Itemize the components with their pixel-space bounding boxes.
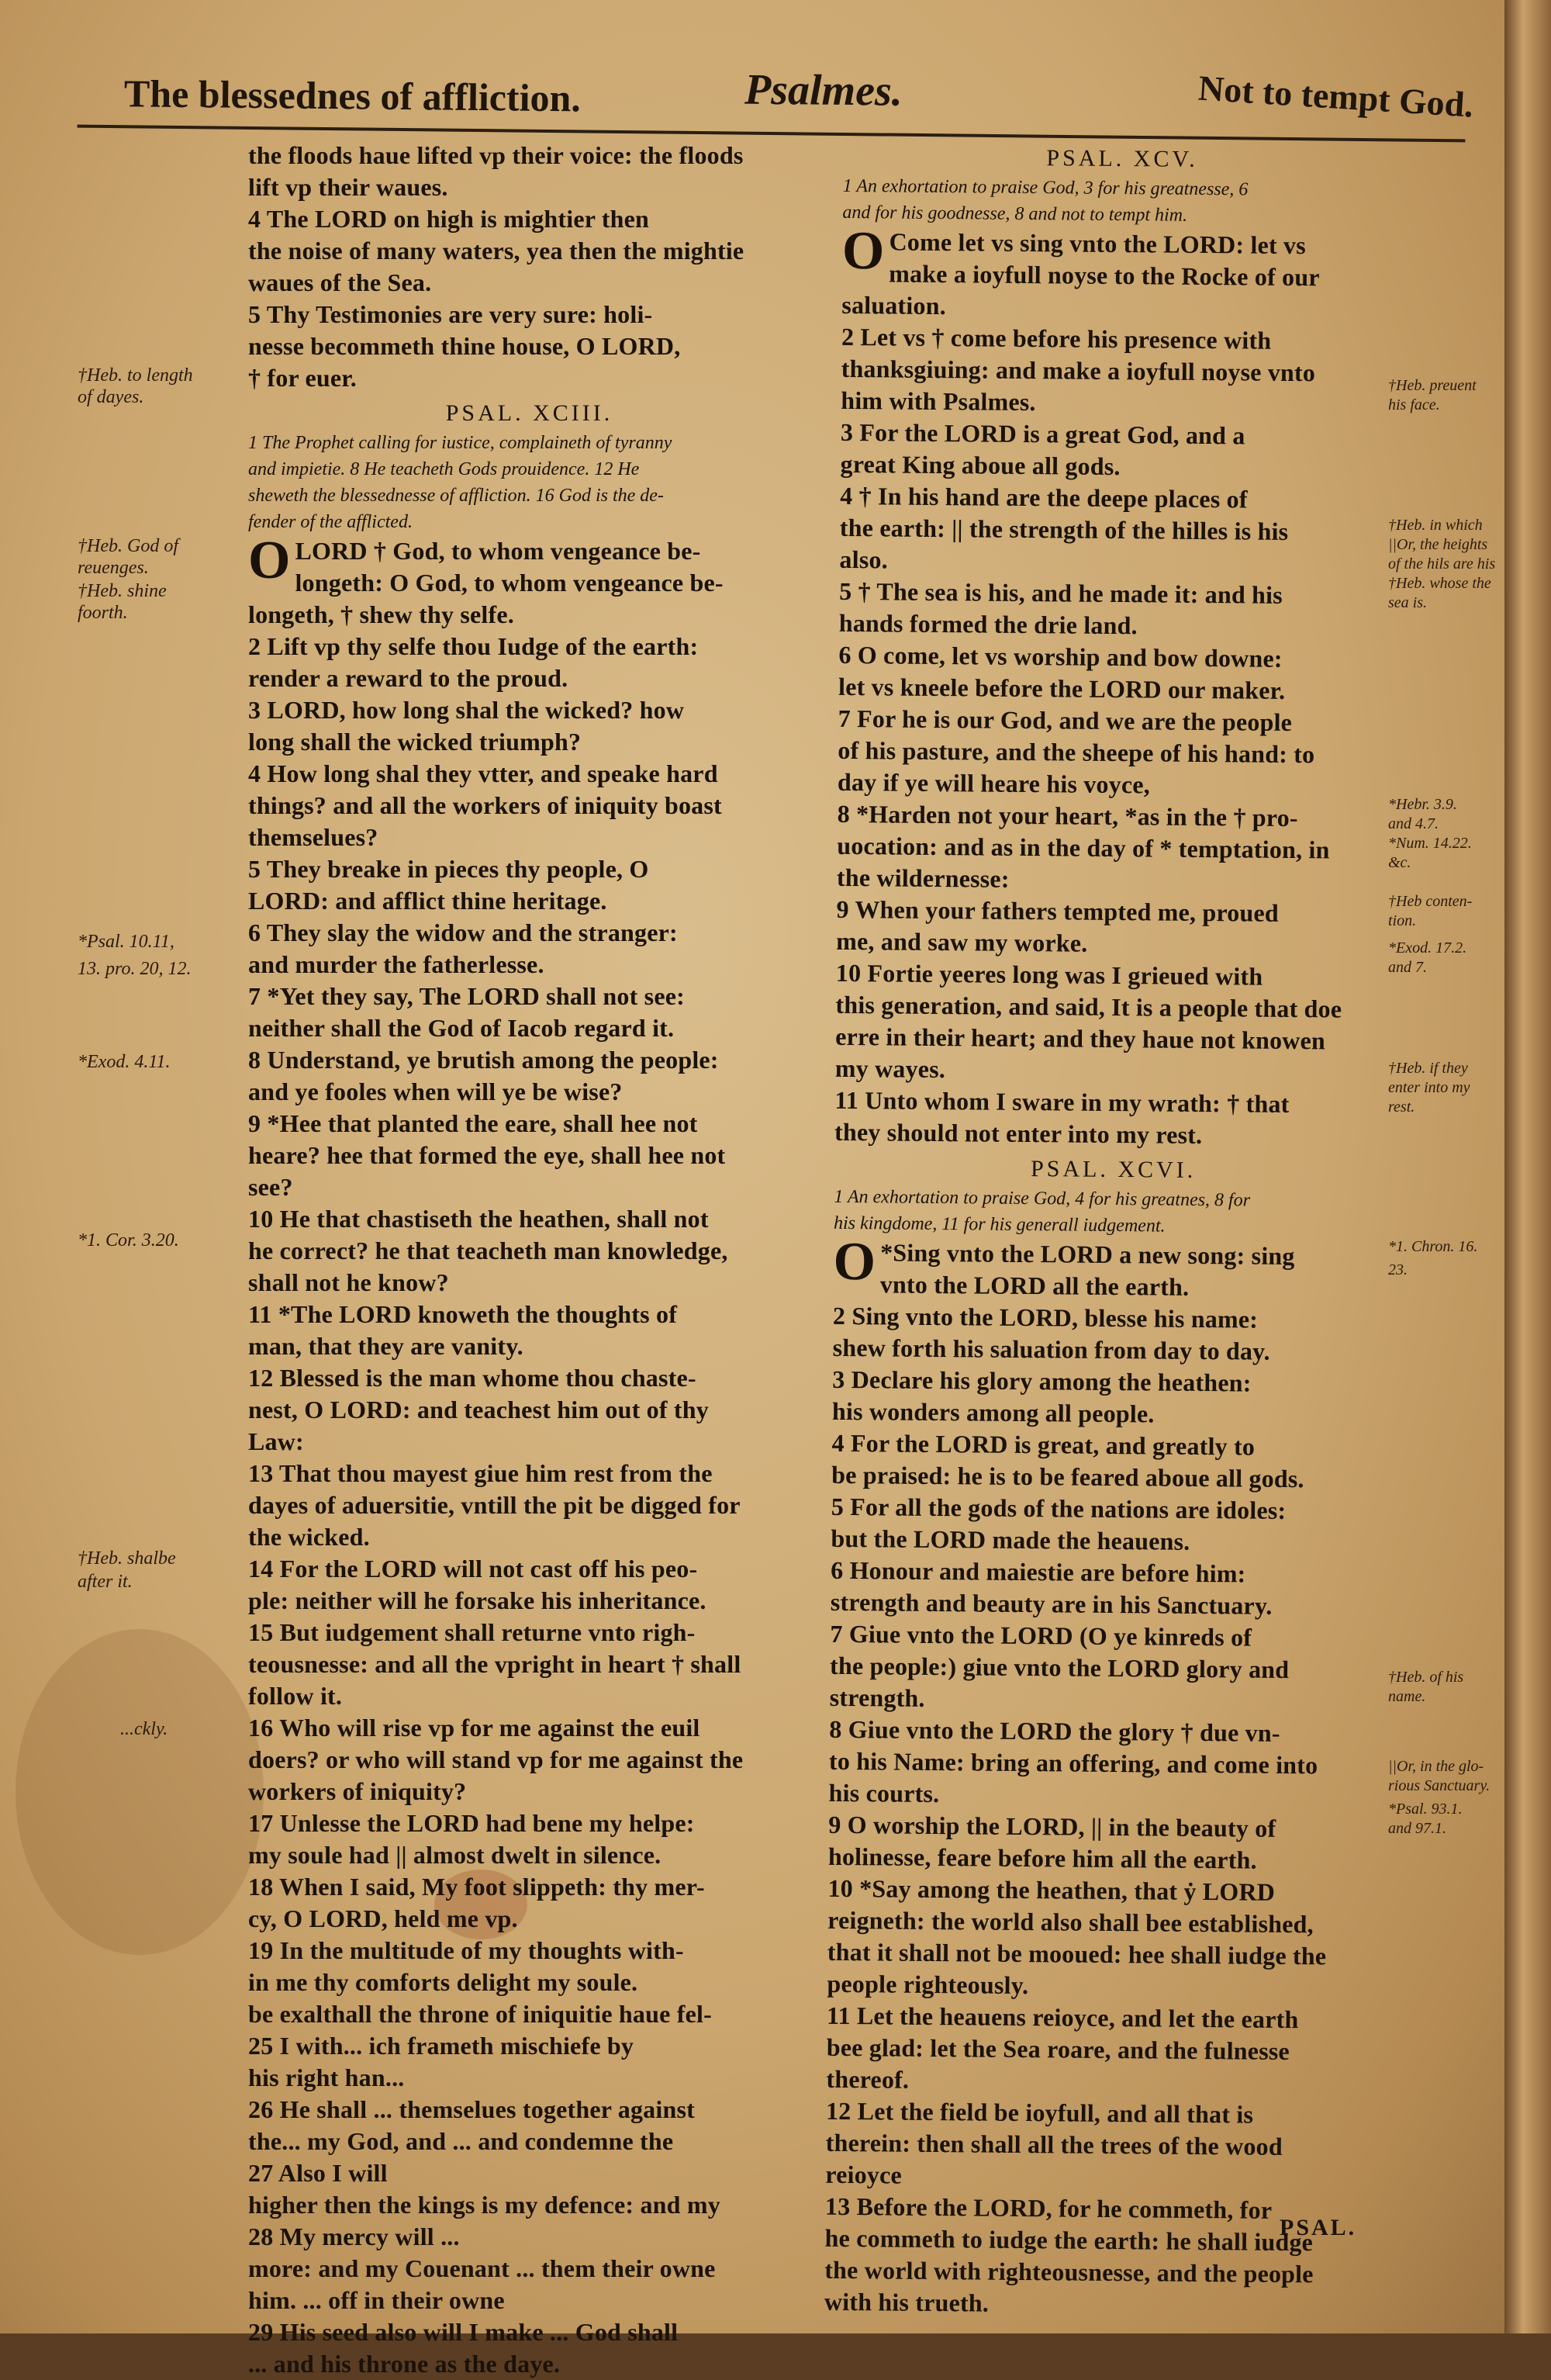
verse-line: the people:) giue vnto the LORD glory and [829,1651,1290,1684]
verse-line: shall not he know? [248,1268,449,1296]
margin-note: his face. [1388,396,1440,413]
verse-line: 10 He that chastiseth the heathen, shall not [248,1205,709,1233]
text-line: waues of the Sea. [248,268,432,296]
margin-note: foorth. [78,603,128,623]
verse-line: 12 Blessed is the man whome thou chaste- [248,1364,696,1392]
margin-note: †Heb conten- [1388,893,1473,910]
verse-line: 8 *Harden not your heart, *as in the † pro- [837,799,1298,832]
verse-line: 7 *Yet they say, The LORD shall not see: [248,982,685,1010]
verse-line: 5 † The sea is his, and he made it: and his [839,576,1283,609]
verse-line: *Sing vnto the LORD a new song: sing [880,1238,1295,1271]
verse-line: the wicked. [248,1523,370,1551]
verse-line: my soule had || almost dwelt in silence. [248,1841,662,1869]
verse-line: 11 Let the heauens reioyce, and let the earth [826,2001,1299,2034]
verse-line: cy, O LORD, held me vp. [248,1904,518,1932]
left-column [248,140,810,2380]
verse-line: longeth: O God, to whom vengeance be- [295,569,724,597]
psalm-93-argument: and impietie. 8 He teacheth Gods prouidence. 12 He [248,459,640,479]
verse-line: 2 Sing vnto the LORD, blesse his name: [832,1301,1259,1334]
verse-line: 19 In the multitude of my thoughts with- [248,1936,684,1964]
verse-line: follow it. [248,1682,343,1710]
margin-note: †Heb. God of [78,536,178,556]
verse-line: hands formed the drie land. [838,608,1138,640]
verse-line: thereof. [826,2064,910,2094]
verse-line: vnto the LORD all the earth. [879,1270,1190,1301]
psalm-93-argument: 1 The Prophet calling for iustice, complaineth of tyranny [248,433,672,453]
verse-line: 27 Also I will [248,2159,388,2187]
verse-line: 10 Fortie yeeres long was I grieued with [835,958,1263,991]
verse-line: that it shall not be mooued: hee shall iudge the [827,1937,1327,1970]
verse-line: themselues? [248,823,378,851]
verse-line: him. ... off in their owne [248,2286,505,2314]
verse-line: ... and his throne as the daye. [248,2350,561,2378]
verse-line: saluation. [841,290,947,320]
verse-line: and ye fooles when will ye be wise? [248,1078,623,1105]
psalm-95-heading: PSAL. XCV. [1046,145,1198,172]
verse-line: 2 Lift vp thy selfe thou Iudge of the earth: [248,632,699,660]
verse-line: 26 He shall ... themselues together against [248,2095,695,2123]
text-line: lift vp their waues. [248,173,448,201]
text-line: † for euer. [248,364,357,392]
book-spine-edge [1504,0,1551,2333]
verse-line: the earth: || the strength of the hilles is his [839,513,1289,545]
verse-line: but the LORD made the heauens. [831,1524,1190,1555]
verse-line: 5 They breake in pieces thy people, O [248,855,649,883]
running-head-right: Not to tempt God. [1197,67,1475,125]
verse-line: he commeth to iudge the earth: he shall iudge [824,2223,1314,2257]
running-head-center: Psalmes. [744,65,903,116]
margin-note: *Exod. 4.11. [78,1052,171,1072]
margin-note: †Heb. to length [78,365,193,386]
margin-note: rest. [1388,1098,1415,1116]
verse-line: let vs kneele before the LORD our maker. [838,672,1286,704]
verse-line: Law: [248,1427,304,1455]
margin-note: ||Or, in the glo- [1388,1758,1484,1775]
verse-line: 7 For he is our God, and we are the people [838,704,1293,736]
margin-note: *Num. 14.22. [1388,835,1472,852]
margin-note: *1. Chron. 16. [1388,1238,1478,1255]
verse-line: this generation, and said, It is a people that doe [835,990,1342,1023]
verse-line: strength. [829,1683,925,1712]
verse-line: 12 Let the field be ioyfull, and all that is [825,2096,1254,2129]
margin-note: reuenges. [78,558,149,578]
margin-note: †Heb. shine [78,581,167,601]
verse-line: his wonders among all people. [831,1396,1155,1428]
margin-note: *1. Cor. 3.20. [78,1230,179,1251]
text-line: 4 The LORD on high is mightier then [248,205,650,233]
text-line: 5 Thy Testimonies are very sure: holi- [248,300,653,328]
margin-note: 23. [1388,1261,1408,1278]
verse-line: things? and all the workers of iniquity boast [248,791,722,819]
margin-note: †Heb. if they [1388,1060,1468,1077]
verse-line: 6 They slay the widow and the stranger: [248,918,678,946]
verse-line: the world with righteousnesse, and the people [824,2255,1314,2288]
margin-note: of the hils are his [1388,555,1496,573]
verse-line: he correct? he that teacheth man knowledge, [248,1237,728,1264]
psalm-95-argument: 1 An exhortation to praise God, 3 for his greatnesse, 6 [842,175,1249,200]
margin-note: †Heb. of his [1388,1669,1464,1686]
verse-line: in me thy comforts delight my soule. [248,1968,638,1996]
verse-line: man, that they are vanity. [248,1332,523,1360]
verse-line: my wayes. [834,1053,946,1084]
margin-note: rious Sanctuary. [1388,1777,1491,1794]
margin-note: †Heb. shalbe [78,1548,176,1569]
psalm-95-verses [834,220,1401,1153]
margin-note: *Hebr. 3.9. [1388,796,1457,813]
drop-cap: O [833,1231,876,1292]
margin-note: and 7. [1388,959,1427,976]
text-line: the noise of many waters, yea then the mightie [248,237,744,265]
verse-line: his courts. [828,1778,940,1808]
margin-note: tion. [1388,912,1417,929]
verse-line: 13 That thou mayest giue him rest from the [248,1459,713,1487]
verse-line: make a ioyfull noyse to the Rocke of our [889,259,1320,292]
verse-line: LORD: and afflict thine heritage. [248,887,607,915]
verse-line: 11 *The LORD knoweth the thoughts of [248,1300,678,1328]
verse-line: 25 I with... ich frameth mischiefe by [248,2032,634,2060]
verse-line: 16 Who will rise vp for me against the euil [248,1714,700,1742]
verse-line: to his Name: bring an offering, and come into [828,1746,1318,1780]
psalm-93-argument: sheweth the blessednesse of affliction. 16 God is the de- [248,486,664,506]
verse-line: 4 For the LORD is great, and greatly to [831,1428,1256,1461]
margin-note: enter into my [1388,1079,1470,1096]
verse-line: me, and saw my worke. [836,926,1088,957]
verse-line: of his pasture, and the sheepe of his hand: to [838,735,1315,769]
text-line: nesse becommeth thine house, O LORD, [248,332,681,360]
verse-line: uocation: and as in the day of * temptation, in [837,831,1330,864]
margin-note: *Exod. 17.2. [1388,939,1467,956]
verse-line: 3 LORD, how long shal the wicked? how [248,696,685,724]
verse-line: higher then the kings is my defence: and my [248,2191,720,2219]
verse-line: his right han... [248,2063,405,2091]
psalm-96-heading: PSAL. XCVI. [1030,1156,1197,1183]
verse-line: 6 Honour and maiestie are before him: [831,1555,1246,1588]
verse-line: 10 *Say among the heathen, that ẏ LORD [827,1873,1276,1906]
drop-cap: O [248,531,291,590]
running-head-left: The blessednes of affliction. [123,71,582,120]
verse-line: longeth, † shew thy selfe. [248,600,514,628]
verse-line: render a reward to the proud. [248,664,568,692]
verse-line: 28 My mercy will ... [248,2223,460,2250]
margin-note: †Heb. preuent [1388,377,1477,394]
running-head [78,47,1475,143]
verse-line: 18 When I said, My foot slippeth: thy mer- [248,1873,705,1901]
verse-line: 29 His seed also will I make ... God shall [248,2318,679,2346]
verse-line: workers of iniquity? [248,1777,467,1805]
verse-line: the... my God, and ... and condemne the [248,2127,674,2155]
verse-line: bee glad: let the Sea roare, and the fulnesse [826,2032,1290,2066]
verse-line: the wildernesse: [836,863,1010,893]
psalm-96-argument: his kingdome, 11 for his generall iudgement. [833,1212,1166,1237]
verse-line: 6 O come, let vs worship and bow downe: [838,640,1283,673]
margin-note: ...ckly. [120,1719,168,1739]
verse-line: 3 Declare his glory among the heathen: [832,1365,1252,1397]
verse-line: 9 *Hee that planted the eare, shall hee not [248,1109,698,1137]
verse-line: 8 Giue vnto the LORD the glory † due vn- [829,1714,1280,1747]
margin-note: sea is. [1388,594,1427,611]
margin-note: &c. [1388,854,1411,871]
verse-line: therein: then shall all the trees of the wood [825,2128,1283,2160]
verse-line: LORD † God, to whom vengeance be- [295,537,701,565]
psalm-95-argument: and for his goodnesse, 8 and not to tempt him. [842,202,1188,226]
psalm-93-verses [248,531,810,2380]
verse-line: Come let vs sing vnto the LORD: let vs [889,227,1307,260]
verse-line: heare? hee that formed the eye, shall hee not [248,1141,726,1169]
verse-line: neither shall the God of Iacob regard it. [248,1014,675,1042]
right-column [824,137,1402,2323]
verse-line: 8 Understand, ye brutish among the people: [248,1046,719,1074]
verse-line: holinesse, feare before him all the earth. [827,1842,1257,1874]
verse-line: thanksgiuing: and make a ioyfull noyse vnto [841,354,1316,387]
verse-line: 4 How long shal they vtter, and speake hard [248,759,718,787]
verse-line: 5 For all the gods of the nations are idoles: [831,1492,1287,1524]
verse-line: 15 But iudgement shall returne vnto righ- [248,1618,696,1646]
verse-line: strength and beauty are in his Sanctuary. [830,1587,1273,1620]
verse-line: 17 Unlesse the LORD had bene my helpe: [248,1809,695,1837]
psalm-93-heading: PSAL. XCIII. [445,400,613,426]
verse-line: 9 O worship the LORD, || in the beauty of [828,1810,1276,1842]
verse-line: teousnesse: and all the vpright in heart † shall [248,1650,741,1678]
verse-line: 7 Giue vnto the LORD (O ye kinreds of [830,1619,1252,1652]
verse-line: nest, O LORD: and teachest him out of thy [248,1396,709,1424]
verse-line: be praised: he is to be feared aboue all gods. [831,1460,1304,1493]
text-line: the floods haue lifted vp their voice: the floods [248,141,744,169]
margin-note: †Heb. in which [1388,517,1483,534]
verse-line: erre in their heart; and they haue not knowen [835,1022,1326,1055]
verse-line: and murder the fatherlesse. [248,950,544,978]
verse-line: shew forth his saluation from day to day. [832,1333,1270,1365]
margin-note: 13. pro. 20, 12. [78,959,192,979]
margin-note: *Psal. 10.11, [78,932,174,952]
verse-line: doers? or who will stand vp for me against the [248,1745,744,1773]
verse-line: see? [248,1173,293,1201]
verse-line: reigneth: the world also shall bee established, [827,1905,1314,1939]
verse-line: him with Psalmes. [841,386,1036,417]
psalm-93-argument: fender of the afflicted. [248,512,413,532]
verse-line: 4 † In his hand are the deepe places of [840,481,1248,514]
catchword: PSAL. [1280,2215,1357,2240]
verse-line: long shall the wicked triumph? [248,728,582,756]
psalm-96-argument: 1 An exhortation to praise God, 4 for his greatnes, 8 for [834,1186,1251,1211]
margin-note: ||Or, the heights [1388,536,1488,553]
margin-note: *Psal. 93.1. [1388,1801,1463,1818]
verse-line: 11 Unto whom I sware in my wrath: † that [834,1085,1290,1118]
verse-line: reioyce [825,2160,903,2189]
verse-line: dayes of aduersitie, vntill the pit be digged for [248,1491,741,1519]
margin-note: after it. [78,1572,133,1592]
verse-line: day if ye will heare his voyce, [837,767,1151,799]
verse-line: great King aboue all gods. [840,449,1121,481]
verse-line: 2 Let vs † come before his presence with [841,322,1272,355]
water-stain [16,1629,264,1955]
margin-note: and 4.7. [1388,815,1439,832]
verse-line: 13 Before the LORD, for he commeth, for [824,2191,1273,2224]
drop-cap: O [841,220,885,282]
margin-note: †Heb. whose the [1388,575,1491,592]
verse-line: also. [839,545,889,574]
verse-line: they should not enter into my rest. [834,1117,1203,1150]
verse-line: with his trueth. [824,2287,990,2317]
verse-line: 14 For the LORD will not cast off his peo- [248,1555,698,1583]
verse-line: more: and my Couenant ... them their owne [248,2254,716,2282]
margin-note: of dayes. [78,387,144,407]
psalm-96-verses [824,1231,1392,2323]
margin-note: name. [1388,1688,1426,1705]
verse-line: be exalthall the throne of iniquitie haue fel- [248,2000,712,2028]
verse-line: 9 When your fathers tempted me, proued [836,894,1279,927]
margin-note: and 97.1. [1388,1820,1446,1837]
verse-line: ple: neither will he forsake his inheritance. [248,1586,706,1614]
verse-line: people righteously. [827,1969,1029,2000]
verse-line: 3 For the LORD is a great God, and a [840,417,1245,450]
